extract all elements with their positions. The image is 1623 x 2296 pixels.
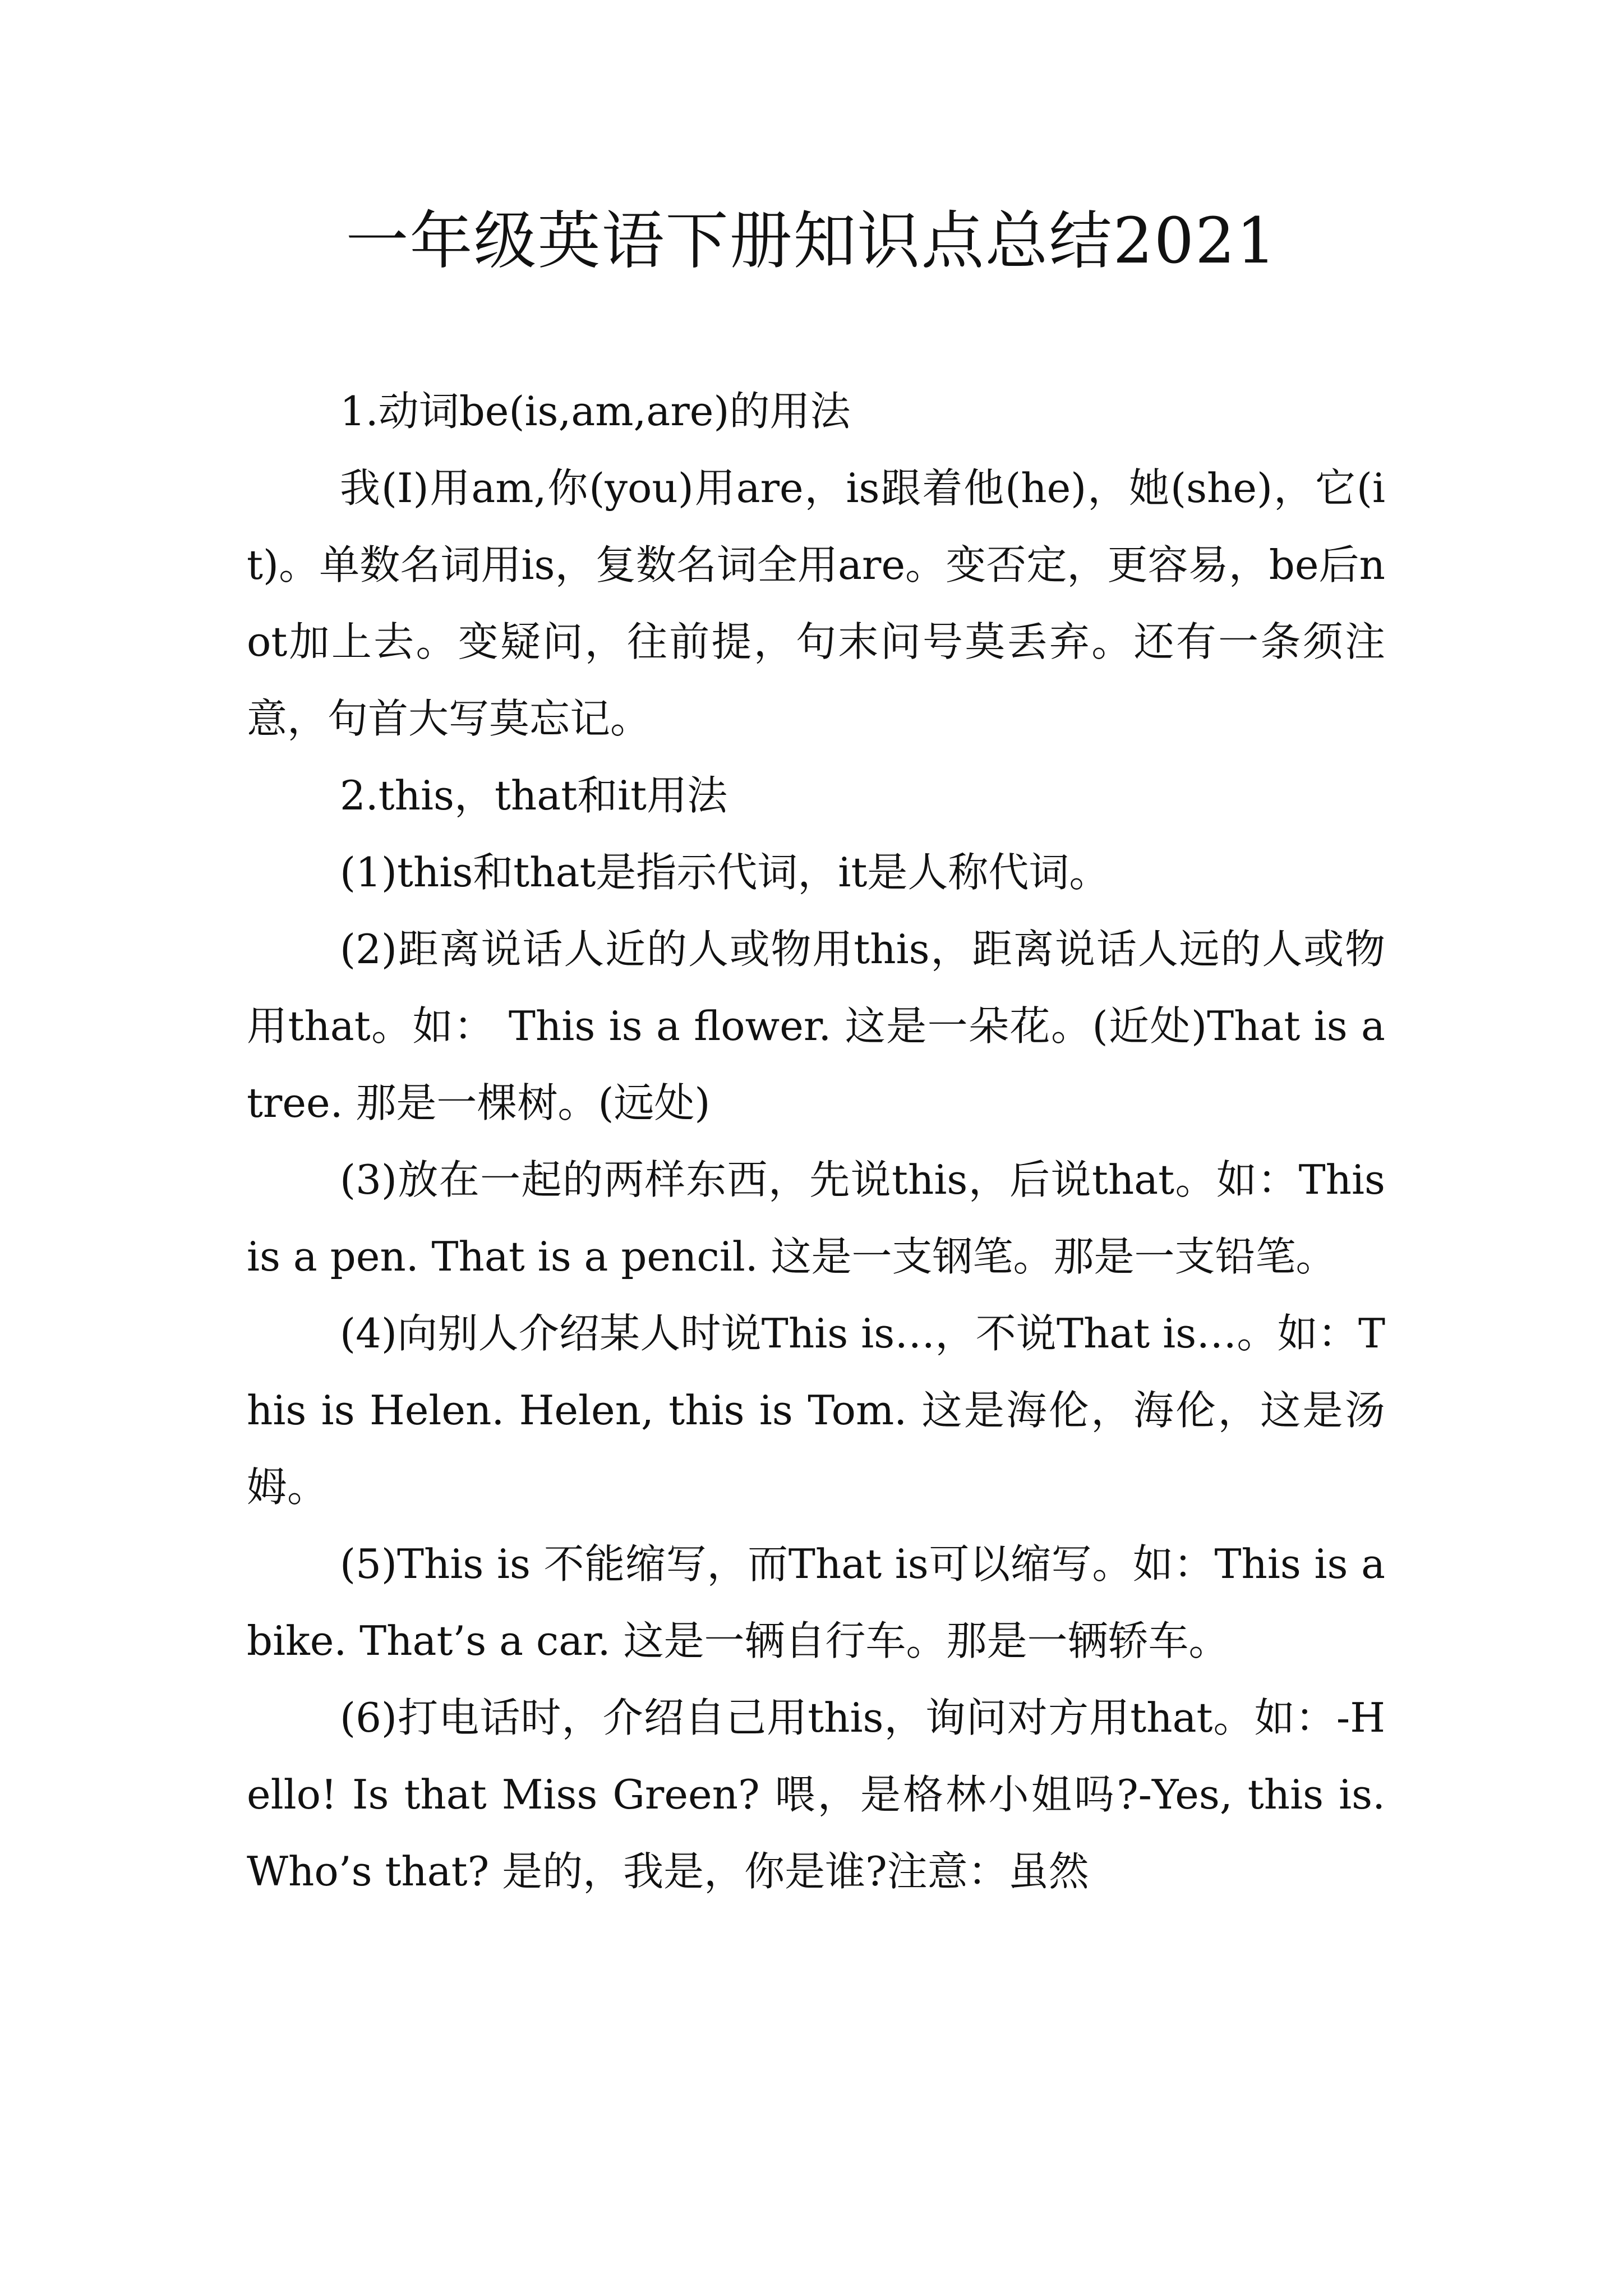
paragraph-point-3: (3)放在一起的两样东西，先说this，后说that。如：This is a pen. That is a pencil. 这是一支钢笔。那是一支铅笔。 <box>247 1156 1385 1280</box>
paragraph-point-2: (2)距离说话人近的人或物用this，距离说话人远的人或物用that。如： This is a flower. 这是一朵花。(近处)That is a tree. 那是一棵树。(远处) <box>247 926 1385 1126</box>
document-title: 一年级英语下册知识点总结2021 <box>345 205 1278 278</box>
paragraph-point-4: (4)向别人介绍某人时说This is…，不说That is…。如：This is Helen. Helen, this is Tom. 这是海伦，海伦，这是汤姆。 <box>247 1310 1385 1511</box>
paragraph-be-usage-rhyme: 我(I)用am,你(you)用are，is跟着他(he)，她(she)，它(it)。单数名词用is，复数名词全用are。变否定，更容易，be后not加上去。变疑问，往前提，句末问号莫丢弃。还有一条须注意，句首大写莫忘记。 <box>247 464 1385 742</box>
paragraph-point-6: (6)打电话时，介绍自己用this，询问对方用that。如：-Hello! Is that Miss Green? 喂，是格林小姐吗?-Yes, this is. Who’s that? 是的，我是，你是谁?注意：虽然 <box>247 1694 1385 1895</box>
paragraph-point-1: (1)this和that是指示代词，it是人称代词。 <box>340 849 1110 896</box>
document-body <box>247 373 1385 1910</box>
paragraph-be-usage-heading: 1.动词be(is,am,are)的用法 <box>340 388 851 435</box>
paragraph-this-that-it-heading: 2.this，that和it用法 <box>340 772 728 819</box>
paragraph-point-5: (5)This is 不能缩写，而That is可以缩写。如：This is a bike. That’s a car. 这是一辆自行车。那是一辆轿车。 <box>247 1540 1385 1664</box>
